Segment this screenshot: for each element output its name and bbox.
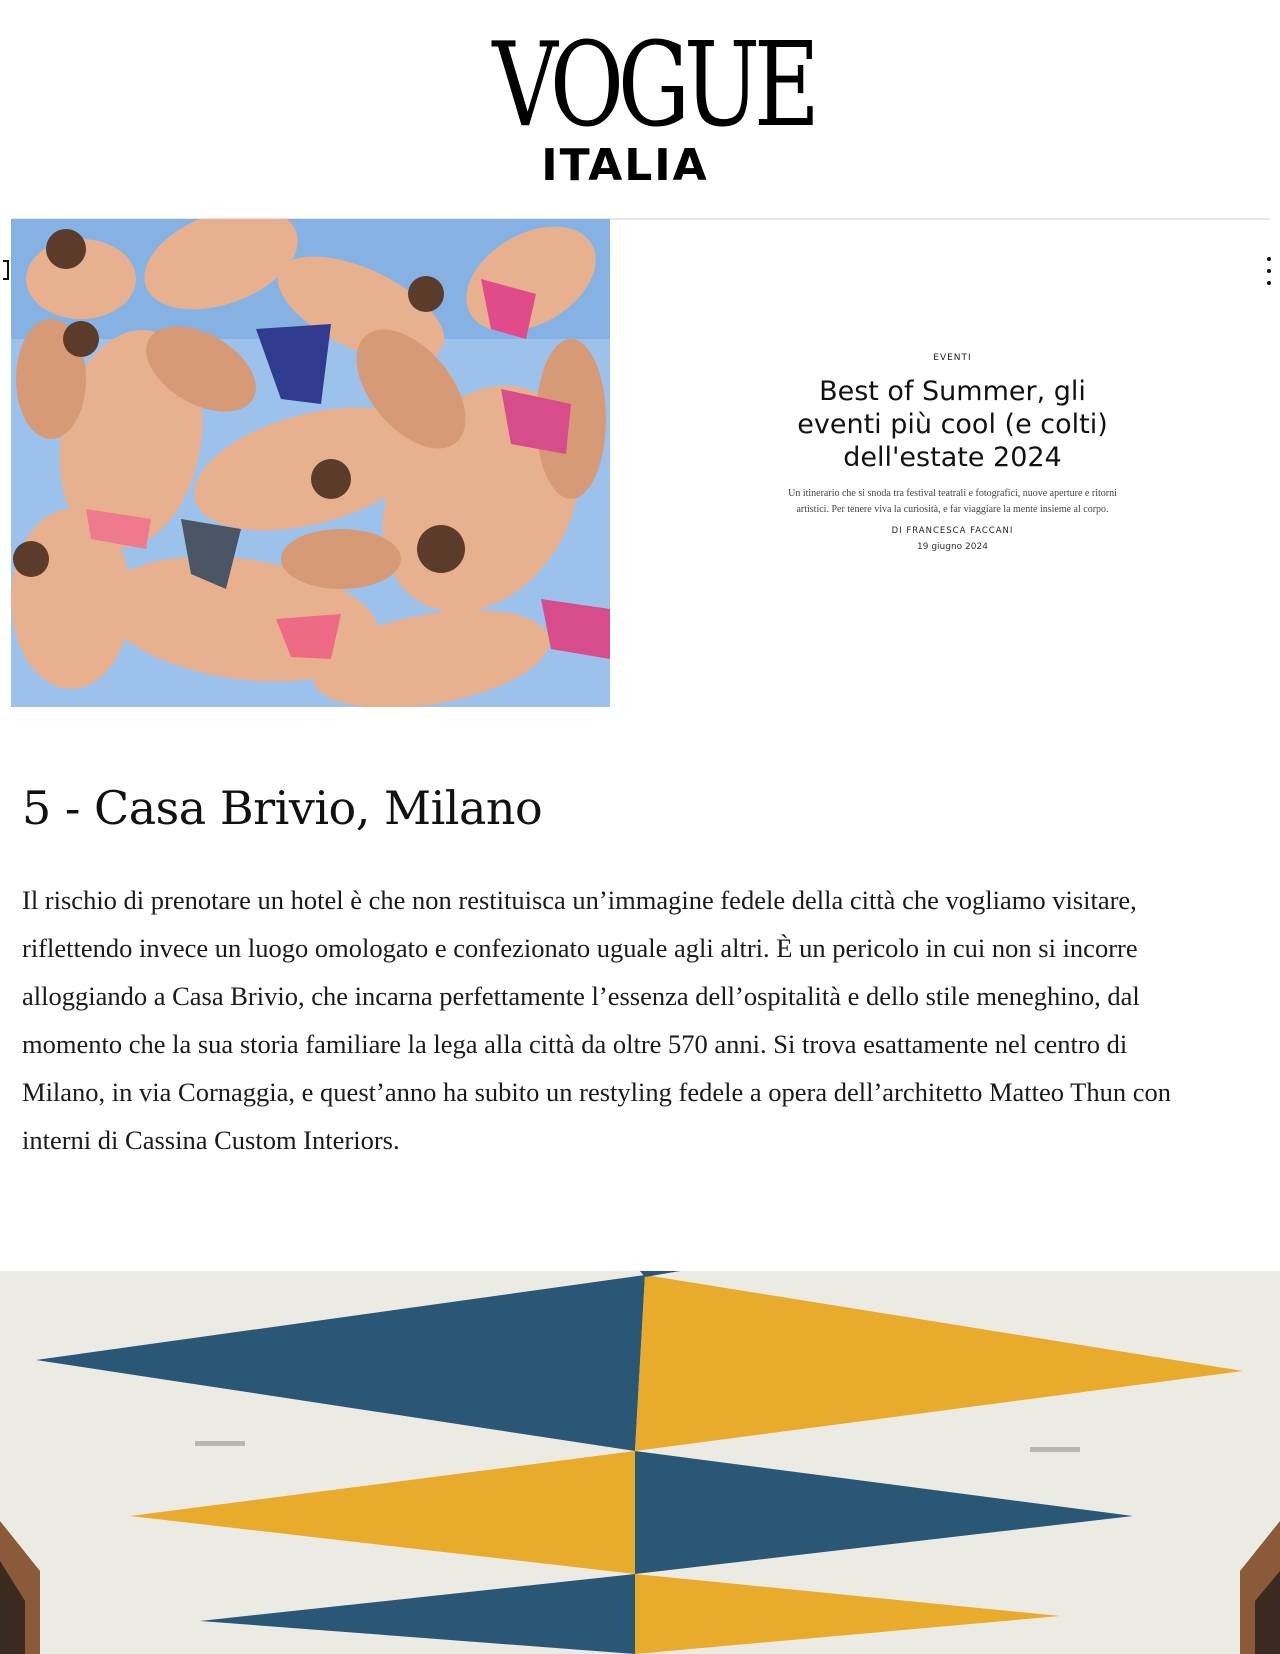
logo-edition: ITALIA — [541, 140, 709, 191]
article-byline[interactable]: DI FRANCESCA FACCANI — [891, 526, 1014, 536]
article-rubric[interactable]: EVENTI — [933, 353, 972, 363]
related-article-text — [780, 351, 1125, 554]
more-vertical-icon[interactable] — [1262, 255, 1276, 289]
related-article-image[interactable] — [11, 219, 610, 707]
related-article-title[interactable]: Best of Summer, gli eventi più cool (e colti) dell'estate 2024 — [797, 376, 1108, 473]
article-date: 19 giugno 2024 — [917, 542, 988, 552]
card-edge-icon — [3, 260, 9, 280]
masthead — [0, 0, 1280, 218]
related-article-dek: Un itinerario che si snoda tra festival teatrali e fotografici, nuove aperture e ritorni artistici. Per tenere viva la curiosità, e far viaggiare la mente insieme al corpo. — [788, 488, 1117, 515]
vogue-italia-logo[interactable] — [455, 18, 814, 191]
ceiling-mural-photo — [0, 1271, 1280, 1654]
logo-wordmark: VOGUE — [492, 18, 814, 153]
section-heading: 5 - Casa Brivio, Milano — [22, 781, 543, 835]
article-paragraph: Il rischio di prenotare un hotel è che non restituisca un’immagine fedele della città che vogliamo visitare, riflettendo invece un luogo omologato e confezionato uguale agli altri. È un pericolo in cui non si incorre alloggiando a Casa Brivio, che incarna perfettamente l’essenza dell’ospitalità e dello stile meneghino, dal momento che la sua storia familiare la lega alla città da oltre 570 anni. Si trova esattamente nel centro di Milano, in via Cornaggia, e quest’anno ha subito un restyling fedele a opera dell’architetto Matteo Thun con interni di Cassina Custom Interiors. — [22, 885, 1171, 1155]
related-article-card[interactable] — [0, 219, 1280, 707]
divers-photo — [11, 219, 610, 707]
casa-brivio-image — [0, 1271, 1280, 1654]
